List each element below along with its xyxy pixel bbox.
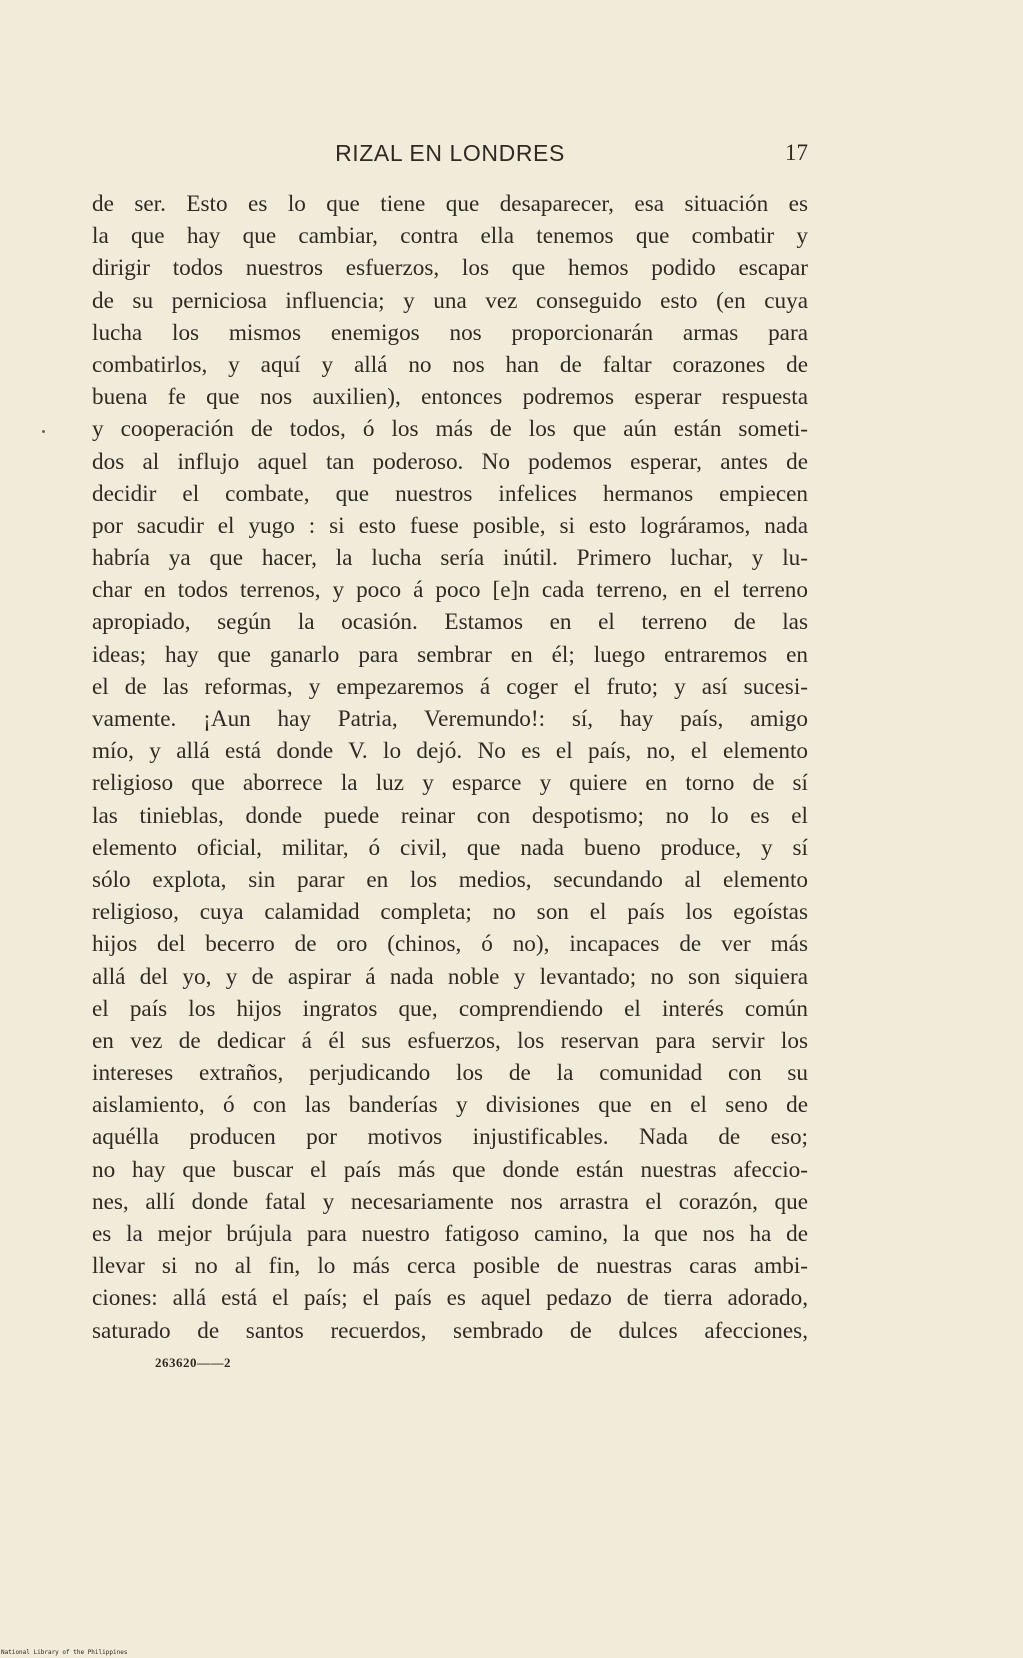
running-title: RIZAL EN LONDRES — [335, 140, 565, 166]
text-line: ideas; hay que ganarlo para sembrar en él; luego entraremos en — [92, 641, 808, 668]
text-line: llevar si no al fin, lo más cerca posible de nuestras caras ambi- — [92, 1253, 808, 1280]
text-line: religioso, cuya calamidad completa; no son el país los egoístas — [92, 899, 808, 926]
body-text — [92, 188, 808, 1347]
text-line: intereses extraños, perjudicando los de la comunidad con su — [92, 1060, 808, 1087]
margin-speck — [42, 430, 45, 433]
text-line: dos al influjo aquel tan poderoso. No podemos esperar, antes de — [92, 448, 808, 475]
text-line: no hay que buscar el país más que donde están nuestras afeccio- — [92, 1156, 808, 1183]
library-stamp: National Library of the Philippines — [1, 1649, 128, 1656]
text-line: las tinieblas, donde puede reinar con despotismo; no lo es el — [92, 802, 808, 829]
running-header — [92, 136, 808, 170]
text-line: en vez de dedicar á él sus esfuerzos, los reservan para servir los — [92, 1027, 808, 1054]
text-line: mío, y allá está donde V. lo dejó. No es el país, no, el elemento — [92, 738, 808, 765]
text-line: de ser. Esto es lo que tiene que desaparecer, esa situación es — [92, 191, 808, 217]
page-number: 17 — [785, 140, 808, 165]
text-line: nes, allí donde fatal y necesariamente nos arrastra el corazón, que — [92, 1188, 808, 1215]
text-line: habría ya que hacer, la lucha sería inútil. Primero luchar, y lu- — [92, 545, 808, 572]
text-line: el país los hijos ingratos que, comprendiendo el interés común — [92, 995, 808, 1022]
text-line: la que hay que cambiar, contra ella tenemos que combatir y — [92, 223, 808, 250]
text-line: sólo explota, sin parar en los medios, secundando al elemento — [92, 866, 808, 893]
text-line: ciones: allá está el país; el país es aquel pedazo de tierra adorado, — [92, 1285, 808, 1312]
text-line: combatirlos, y aquí y allá no nos han de faltar corazones de — [92, 351, 808, 378]
text-line: el de las reformas, y empezaremos á coger el fruto; y así sucesi- — [92, 673, 808, 700]
text-line: saturado de santos recuerdos, sembrado de dulces afecciones, — [92, 1317, 808, 1344]
text-line: aislamiento, ó con las banderías y divisiones que en el seno de — [92, 1092, 808, 1119]
text-line: decidir el combate, que nuestros infelices hermanos empiecen — [92, 480, 808, 507]
text-line: y cooperación de todos, ó los más de los que aún están someti- — [92, 416, 808, 443]
text-line: de su perniciosa influencia; y una vez conseguido esto (en cuya — [92, 287, 808, 314]
text-line: lucha los mismos enemigos nos proporcionarán armas para — [92, 319, 808, 346]
text-line: religioso que aborrece la luz y esparce y quiere en torno de sí — [92, 770, 808, 797]
text-line: allá del yo, y de aspirar á nada noble y levantado; no son siquiera — [92, 963, 808, 990]
text-line: hijos del becerro de oro (chinos, ó no), incapaces de ver más — [92, 931, 808, 958]
text-line: apropiado, según la ocasión. Estamos en el terreno de las — [92, 609, 808, 636]
text-line: vamente. ¡Aun hay Patria, Veremundo!: sí, hay país, amigo — [92, 706, 808, 732]
text-line: es la mejor brújula para nuestro fatigoso camino, la que nos ha de — [92, 1221, 808, 1247]
text-line: dirigir todos nuestros esfuerzos, los que hemos podido escapar — [92, 255, 808, 282]
text-line: buena fe que nos auxilien), entonces podremos esperar respuesta — [92, 384, 808, 411]
text-line: char en todos terrenos, y poco á poco [e]n cada terreno, en el terreno — [92, 577, 808, 604]
text-line: aquélla producen por motivos injustificables. Nada de eso; — [92, 1124, 808, 1151]
text-line: por sacudir el yugo : si esto fuese posible, si esto lográramos, nada — [92, 512, 808, 539]
printer-signature: 263620——2 — [155, 1355, 231, 1370]
text-line: elemento oficial, militar, ó civil, que nada bueno produce, y sí — [92, 834, 808, 861]
